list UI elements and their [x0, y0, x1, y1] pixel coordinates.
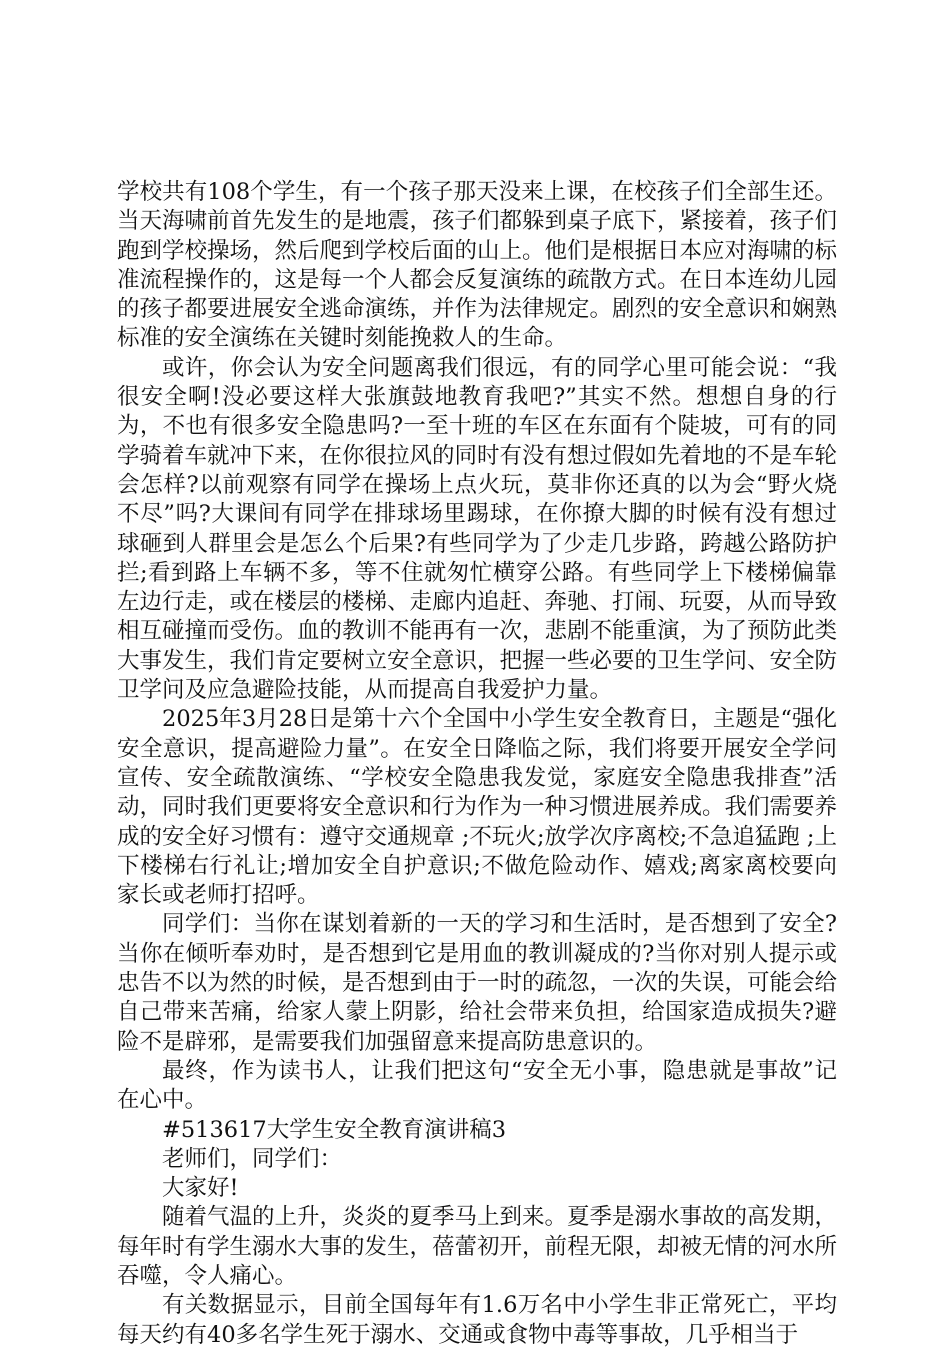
paragraph-2: 或许，你会认为安全问题离我们很远，有的同学心里可能会说：“我很安全啊!没必要这样大张旗鼓地教育我吧?”其实不然。想想自身的行为，不也有很多安全隐患吗?一至十班的车区在东面有个陡坡，可有的同学骑着车就冲下来，在你很拉风的同时有没有想过假如先着地的不是车轮会怎样?以前观察有同学在操场上点火玩，莫非你还真的以为会“野火烧不尽”吗?大课间有同学在排球场里踢球，在你撩大脚的时候有没有想过球砸到人群里会是怎么个后果?有些同学为了少走几步路，跨越公路防护拦;看到路上车辆不多，等不住就匆忙横穿公路。有些同学上下楼梯偏靠左边行走，或在楼层的楼梯、走廊内追赶、奔驰、打闹、玩耍，从而导致相互碰撞而受伤。血的教训不能再有一次，悲剧不能重演，为了预防此类大事发生，我们肯定要树立安全意识，把握一些必要的卫生学问、安全防卫学问及应急避险技能，从而提高自我爱护力量。 [117, 354, 838, 704]
section-heading: #513617大学生安全教育演讲稿3 [162, 1116, 507, 1143]
paragraph-1: 学校共有108个学生，有一个孩子那天没来上课，在校孩子们全部生还。当天海啸前首先发生的是地震，孩子们都躲到桌子底下，紧接着，孩子们跑到学校操场，然后爬到学校后面的山上。他们是根据日本应对海啸的标准流程操作的，这是每一个人都会反复演练的疏散方式。在日本连幼儿园的孩子都要进展安全逃命演练，并作为法律规定。剧烈的安全意识和娴熟标准的安全演练在关键时刻能挽救人的生命。 [117, 179, 838, 352]
paragraph-7: 有关数据显示，目前全国每年有1.6万名中小学生非正常死亡，平均每天约有40多名学生死于溺水、交通或食物中毒等事故，几乎相当于 [117, 1292, 837, 1348]
salutation: 老师们，同学们： [162, 1145, 343, 1172]
greeting: 大家好! [162, 1175, 239, 1202]
paragraph-4: 同学们：当你在谋划着新的一天的学习和生活时，是否想到了安全?当你在倾听奉劝时，是否想到它是用血的教训凝成的?当你对别人提示或忠告不以为然的时候，是否想到由于一时的疏忽，一次的失误，可能会给自己带来苦痛，给家人蒙上阴影，给社会带来负担，给国家造成损失?避险不是辟邪，是需要我们加强留意来提高防患意识的。 [117, 911, 838, 1055]
paragraph-3: 2025年3月28日是第十六个全国中小学生安全教育日，主题是“强化安全意识，提高避险力量”。在安全日降临之际，我们将要开展安全学问宣传、安全疏散演练、“学校安全隐患我发觉，家庭安全隐患我排查”活动，同时我们更要将安全意识和行为作为一种习惯进展养成。我们需要养成的安全好习惯有：遵守交通规章 ;不玩火;放学次序离校;不急追猛跑 ;上下楼梯右行礼让;增加安全自护意识;不做危险动作、嬉戏;离家离校要向家长或老师打招呼。 [117, 706, 838, 909]
paragraph-5: 最终，作为读书人，让我们把这句“安全无小事，隐患就是事故”记在心中。 [117, 1057, 837, 1114]
document-body [117, 178, 837, 1350]
paragraph-6: 随着气温的上升，炎炎的夏季马上到来。夏季是溺水事故的高发期，每年时有学生溺水大事的发生，蓓蕾初开，前程无限，却被无情的河水所吞噬，令人痛心。 [117, 1204, 838, 1289]
